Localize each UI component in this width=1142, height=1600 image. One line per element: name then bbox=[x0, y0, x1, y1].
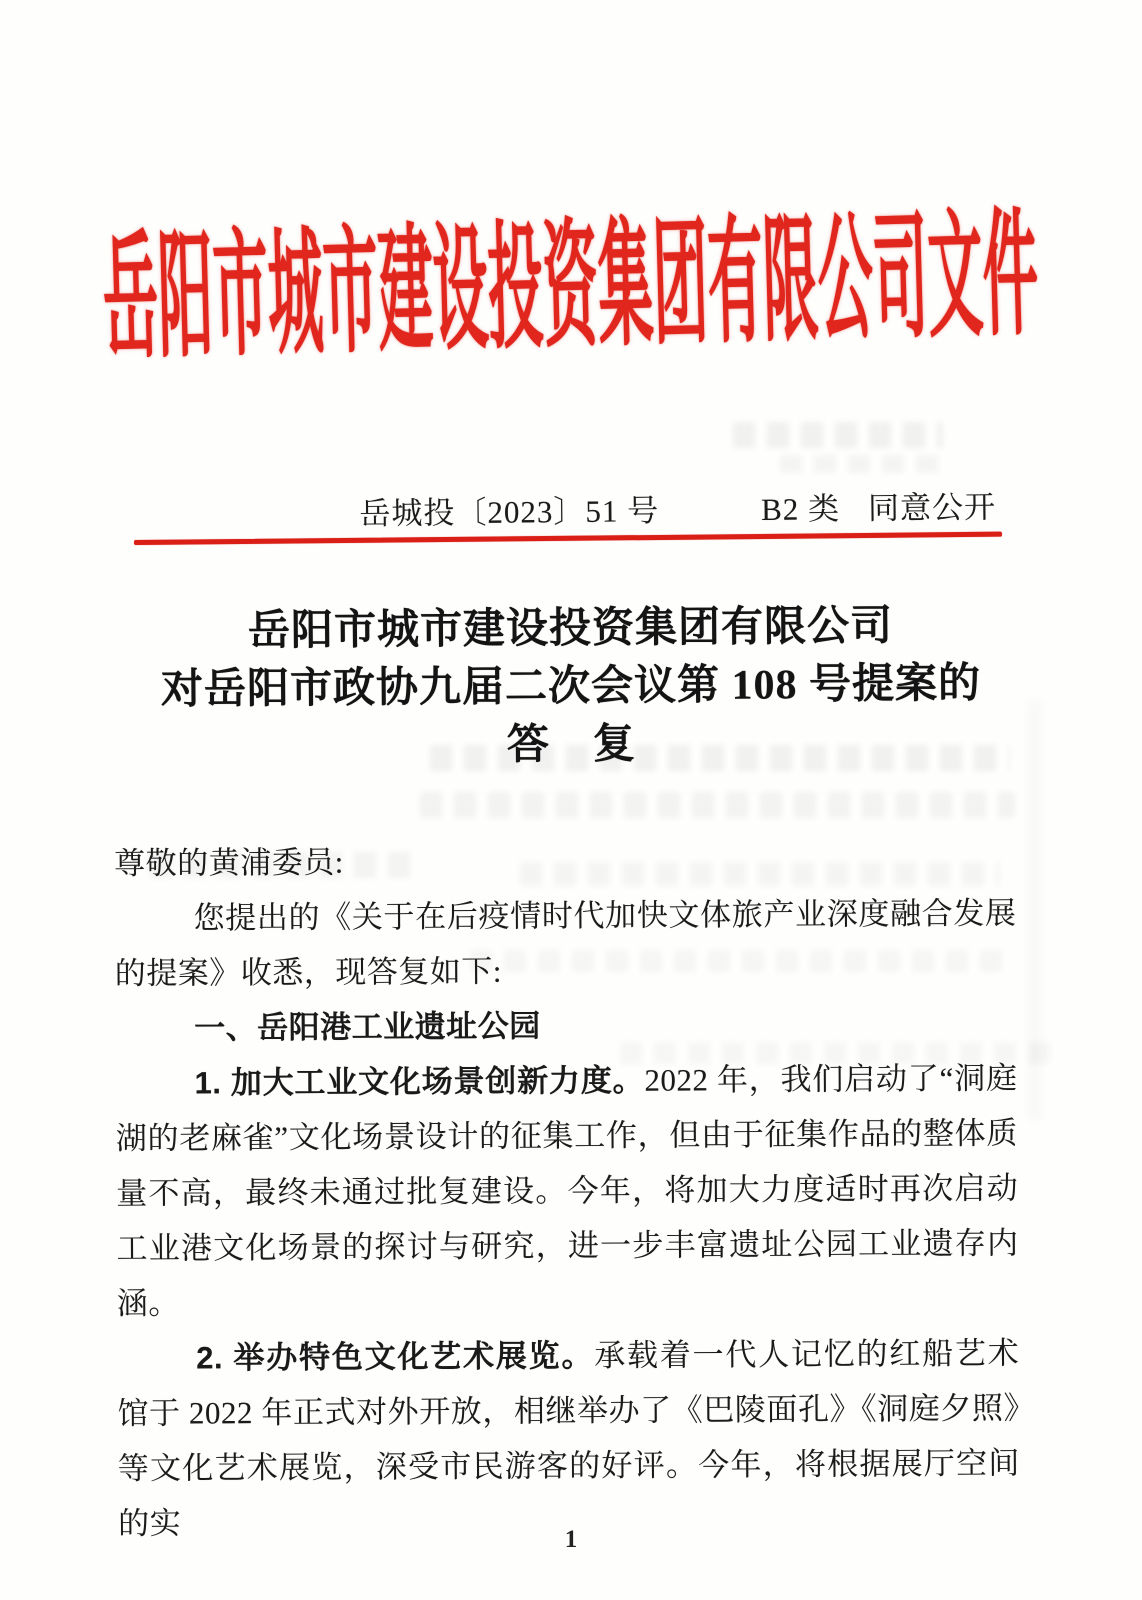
paragraph-item-2 bbox=[117, 1325, 1020, 1551]
letterhead-banner bbox=[0, 198, 1142, 376]
section-heading-1 bbox=[115, 995, 1017, 1056]
paragraph-intro bbox=[114, 885, 1017, 1001]
paragraph-item-1-text: 2022 年，我们启动了“洞庭湖的老麻雀”文化场景设计的征集工作，但由于征集作品的整体质量不高，最终未通过批复建设。今年，将加大力度适时再次启动工业港文化场景的探讨与研究，进一步丰富遗址公园工业遗存内涵。 bbox=[115, 1060, 1019, 1321]
section-heading-1-text: 一、岳阳港工业遗址公园 bbox=[194, 1008, 541, 1046]
doc-publicity-label: 同意公开 bbox=[867, 489, 997, 526]
bleedthrough-ghost bbox=[733, 422, 943, 448]
doc-meta-row bbox=[0, 480, 1142, 537]
paragraph-item-1-lead: 1. 加大工业文化场景创新力度。 bbox=[194, 1062, 645, 1101]
paragraph-item-2-lead: 2. 举办特色文化艺术展览。 bbox=[196, 1338, 595, 1376]
document-title-line-3: 答 复 bbox=[506, 721, 637, 769]
page-number: 1 bbox=[564, 1526, 578, 1553]
paragraph-item-1 bbox=[115, 1050, 1019, 1331]
document-title-line-2: 对岳阳市政协九届二次会议第 108 号提案的 bbox=[160, 660, 982, 714]
salutation: 尊敬的黄浦委员: bbox=[114, 844, 344, 881]
doc-security-class: B2 类 bbox=[760, 491, 841, 527]
bleedthrough-ghost bbox=[780, 455, 940, 473]
document-title-line-1: 岳阳市城市建设投资集团有限公司 bbox=[247, 603, 894, 655]
document-title bbox=[0, 596, 1142, 779]
paragraph-intro-text: 您提出的《关于在后疫情时代加快文体旅产业深度融合发展的提案》收悉，现答复如下: bbox=[114, 895, 1017, 991]
doc-number: 岳城投〔2023〕51 号 bbox=[359, 493, 660, 532]
letterhead-banner-text: 岳阳市城市建设投资集团有限公司文件 bbox=[101, 198, 1041, 376]
document-body bbox=[114, 830, 1020, 1550]
bleedthrough-ghost bbox=[420, 792, 1015, 818]
paragraph-item-2-text: 承载着一代人记忆的红船艺术馆于 2022 年正式对外开放，相继举办了《巴陵面孔》《洞庭夕照》等文化艺术展览，深受市民游客的好评。今年，将根据展厅空间的实 bbox=[117, 1335, 1020, 1541]
